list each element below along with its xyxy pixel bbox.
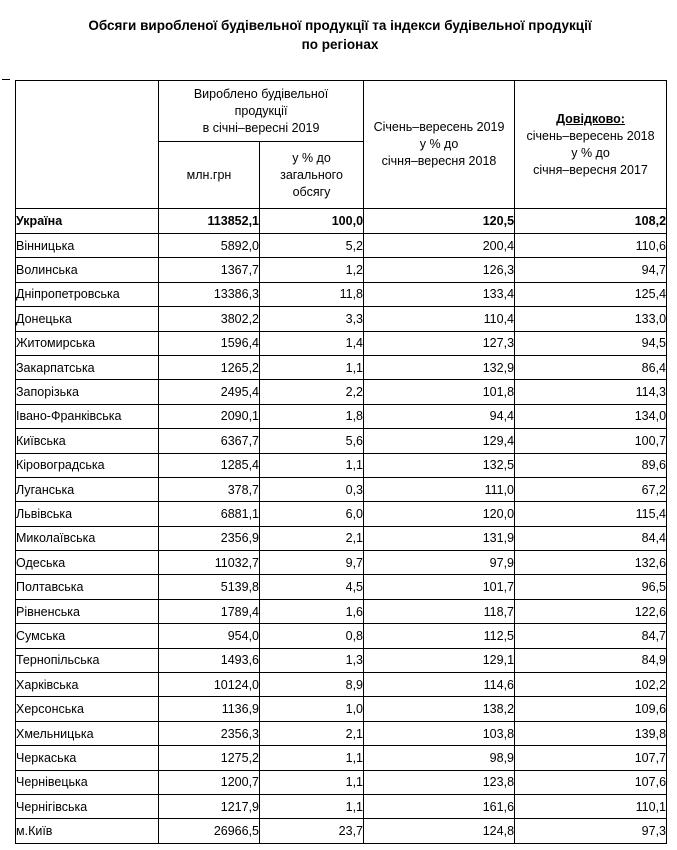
share-cell: 1,1 bbox=[260, 770, 364, 794]
mln-uah-cell: 26966,5 bbox=[159, 819, 260, 843]
header-share-line-2: загального bbox=[280, 167, 343, 182]
index-2018-cell: 114,3 bbox=[515, 380, 667, 404]
mln-uah-cell: 1136,9 bbox=[159, 697, 260, 721]
share-cell: 0,3 bbox=[260, 477, 364, 501]
region-cell: Чернігівська bbox=[16, 794, 159, 818]
share-cell: 1,8 bbox=[260, 404, 364, 428]
header-share bbox=[260, 142, 364, 209]
share-cell: 8,9 bbox=[260, 673, 364, 697]
region-cell: Донецька bbox=[16, 307, 159, 331]
region-cell: Полтавська bbox=[16, 575, 159, 599]
index-2018-cell: 100,7 bbox=[515, 429, 667, 453]
share-cell: 2,2 bbox=[260, 380, 364, 404]
region-cell: Івано-Франківська bbox=[16, 404, 159, 428]
header-index-line-1: Січень–вересень 2019 bbox=[373, 120, 505, 134]
share-cell: 11,8 bbox=[260, 282, 364, 306]
share-cell: 1,1 bbox=[260, 453, 364, 477]
index-2019-cell: 98,9 bbox=[364, 746, 515, 770]
share-cell: 5,6 bbox=[260, 429, 364, 453]
region-cell: Тернопільська bbox=[16, 648, 159, 672]
index-2018-cell: 84,7 bbox=[515, 624, 667, 648]
index-2018-cell: 110,1 bbox=[515, 794, 667, 818]
mln-uah-cell: 2495,4 bbox=[159, 380, 260, 404]
header-row-1 bbox=[16, 81, 667, 142]
table-row bbox=[16, 794, 667, 818]
share-cell: 1,2 bbox=[260, 258, 364, 282]
table-row-total bbox=[16, 209, 667, 234]
table-row bbox=[16, 721, 667, 745]
header-index-line-2: у % до bbox=[419, 137, 459, 151]
region-cell: Миколаївська bbox=[16, 526, 159, 550]
title-line-1: Обсяги виробленої будівельної продукції та індекси будівельної продукції bbox=[88, 18, 592, 33]
region-cell: Хмельницька bbox=[16, 721, 159, 745]
region-cell: Кіровоградська bbox=[16, 453, 159, 477]
mln-uah-cell: 11032,7 bbox=[159, 551, 260, 575]
table-row bbox=[16, 282, 667, 306]
region-cell: Чернівецька bbox=[16, 770, 159, 794]
index-2019-cell: 114,6 bbox=[364, 673, 515, 697]
share-cell: 100,0 bbox=[260, 209, 364, 234]
region-cell: Черкаська bbox=[16, 746, 159, 770]
index-2019-cell: 111,0 bbox=[364, 477, 515, 501]
header-ref-line-1: Довідково: bbox=[556, 111, 625, 126]
index-2019-cell: 138,2 bbox=[364, 697, 515, 721]
index-2018-cell: 132,6 bbox=[515, 551, 667, 575]
index-2019-cell: 101,7 bbox=[364, 575, 515, 599]
mln-uah-cell: 1275,2 bbox=[159, 746, 260, 770]
share-cell: 2,1 bbox=[260, 721, 364, 745]
index-2018-cell: 107,6 bbox=[515, 770, 667, 794]
share-cell: 1,3 bbox=[260, 648, 364, 672]
table-row bbox=[16, 648, 667, 672]
index-2018-cell: 134,0 bbox=[515, 404, 667, 428]
header-ref-line-4: січня–вересня 2017 bbox=[533, 162, 648, 177]
mln-uah-cell: 6881,1 bbox=[159, 502, 260, 526]
share-cell: 9,7 bbox=[260, 551, 364, 575]
region-cell: Херсонська bbox=[16, 697, 159, 721]
index-2018-cell: 89,6 bbox=[515, 453, 667, 477]
mln-uah-cell: 2356,3 bbox=[159, 721, 260, 745]
region-cell: Вінницька bbox=[16, 234, 159, 258]
mln-uah-cell: 2090,1 bbox=[159, 404, 260, 428]
region-cell: Закарпатська bbox=[16, 355, 159, 379]
share-cell: 3,3 bbox=[260, 307, 364, 331]
table-row bbox=[16, 331, 667, 355]
index-2018-cell: 96,5 bbox=[515, 575, 667, 599]
header-produced-line-3: в січні–вересні 2019 bbox=[202, 120, 320, 135]
index-2019-cell: 94,4 bbox=[364, 404, 515, 428]
index-2018-cell: 109,6 bbox=[515, 697, 667, 721]
table-row bbox=[16, 355, 667, 379]
index-2019-cell: 112,5 bbox=[364, 624, 515, 648]
share-cell: 6,0 bbox=[260, 502, 364, 526]
mln-uah-cell: 1200,7 bbox=[159, 770, 260, 794]
header-mln-uah: млн.грн bbox=[159, 142, 260, 209]
table-row bbox=[16, 307, 667, 331]
index-2018-cell: 102,2 bbox=[515, 673, 667, 697]
region-cell: Рівненська bbox=[16, 599, 159, 623]
region-cell: м.Київ bbox=[16, 819, 159, 843]
index-2019-cell: 127,3 bbox=[364, 331, 515, 355]
share-cell: 2,1 bbox=[260, 526, 364, 550]
share-cell: 1,1 bbox=[260, 355, 364, 379]
index-2018-cell: 107,7 bbox=[515, 746, 667, 770]
index-2018-cell: 122,6 bbox=[515, 599, 667, 623]
index-2018-cell: 94,7 bbox=[515, 258, 667, 282]
index-2018-cell: 67,2 bbox=[515, 477, 667, 501]
header-produced-line-1: Вироблено будівельної bbox=[193, 86, 329, 101]
mln-uah-cell: 13386,3 bbox=[159, 282, 260, 306]
index-2019-cell: 133,4 bbox=[364, 282, 515, 306]
index-2019-cell: 126,3 bbox=[364, 258, 515, 282]
table-row bbox=[16, 746, 667, 770]
index-2019-cell: 123,8 bbox=[364, 770, 515, 794]
index-2019-cell: 101,8 bbox=[364, 380, 515, 404]
table-row bbox=[16, 526, 667, 550]
regions-table bbox=[15, 80, 667, 844]
header-region-empty bbox=[16, 81, 159, 209]
region-cell: Львівська bbox=[16, 502, 159, 526]
index-2019-cell: 103,8 bbox=[364, 721, 515, 745]
mln-uah-cell: 954,0 bbox=[159, 624, 260, 648]
share-cell: 1,1 bbox=[260, 746, 364, 770]
mln-uah-cell: 378,7 bbox=[159, 477, 260, 501]
share-cell: 1,4 bbox=[260, 331, 364, 355]
index-2019-cell: 129,4 bbox=[364, 429, 515, 453]
index-2018-cell: 108,2 bbox=[515, 209, 667, 234]
header-share-line-3: обсягу bbox=[292, 184, 331, 199]
share-cell: 1,6 bbox=[260, 599, 364, 623]
mln-uah-cell: 1596,4 bbox=[159, 331, 260, 355]
index-2019-cell: 110,4 bbox=[364, 307, 515, 331]
table-row bbox=[16, 502, 667, 526]
header-ref-line-3: у % до bbox=[571, 145, 610, 160]
index-2019-cell: 131,9 bbox=[364, 526, 515, 550]
index-2018-cell: 115,4 bbox=[515, 502, 667, 526]
header-reference bbox=[515, 81, 667, 209]
index-2018-cell: 110,6 bbox=[515, 234, 667, 258]
index-2019-cell: 161,6 bbox=[364, 794, 515, 818]
index-2019-cell: 120,5 bbox=[364, 209, 515, 234]
table-row bbox=[16, 819, 667, 843]
table-row bbox=[16, 477, 667, 501]
header-index-line-3: січня–вересня 2018 bbox=[381, 154, 497, 168]
index-2018-cell: 84,9 bbox=[515, 648, 667, 672]
table-row bbox=[16, 770, 667, 794]
table-row bbox=[16, 234, 667, 258]
mln-uah-cell: 5892,0 bbox=[159, 234, 260, 258]
table-row bbox=[16, 575, 667, 599]
region-cell: Волинська bbox=[16, 258, 159, 282]
share-cell: 1,1 bbox=[260, 794, 364, 818]
mln-uah-cell: 1493,6 bbox=[159, 648, 260, 672]
table-row bbox=[16, 453, 667, 477]
index-2019-cell: 97,9 bbox=[364, 551, 515, 575]
region-cell: Харківська bbox=[16, 673, 159, 697]
table-row bbox=[16, 380, 667, 404]
mln-uah-cell: 1217,9 bbox=[159, 794, 260, 818]
index-2018-cell: 125,4 bbox=[515, 282, 667, 306]
table-row bbox=[16, 404, 667, 428]
table-row bbox=[16, 429, 667, 453]
table-row bbox=[16, 551, 667, 575]
region-cell: Київська bbox=[16, 429, 159, 453]
region-cell: Сумська bbox=[16, 624, 159, 648]
index-2019-cell: 124,8 bbox=[364, 819, 515, 843]
mln-uah-cell: 6367,7 bbox=[159, 429, 260, 453]
index-2019-cell: 200,4 bbox=[364, 234, 515, 258]
index-2018-cell: 94,5 bbox=[515, 331, 667, 355]
table-body bbox=[16, 209, 667, 844]
header-index-2019 bbox=[364, 81, 515, 209]
index-2019-cell: 129,1 bbox=[364, 648, 515, 672]
index-2018-cell: 84,4 bbox=[515, 526, 667, 550]
table-row bbox=[16, 673, 667, 697]
share-cell: 4,5 bbox=[260, 575, 364, 599]
share-cell: 0,8 bbox=[260, 624, 364, 648]
index-2019-cell: 132,9 bbox=[364, 355, 515, 379]
mln-uah-cell: 1367,7 bbox=[159, 258, 260, 282]
mln-uah-cell: 1265,2 bbox=[159, 355, 260, 379]
table-row bbox=[16, 624, 667, 648]
table-row bbox=[16, 599, 667, 623]
region-cell: Запорізька bbox=[16, 380, 159, 404]
corner-mark bbox=[2, 79, 10, 80]
index-2018-cell: 97,3 bbox=[515, 819, 667, 843]
share-cell: 5,2 bbox=[260, 234, 364, 258]
region-cell: Дніпропетровська bbox=[16, 282, 159, 306]
table-row bbox=[16, 697, 667, 721]
mln-uah-cell: 5139,8 bbox=[159, 575, 260, 599]
mln-uah-cell: 1789,4 bbox=[159, 599, 260, 623]
index-2019-cell: 120,0 bbox=[364, 502, 515, 526]
index-2018-cell: 139,8 bbox=[515, 721, 667, 745]
mln-uah-cell: 3802,2 bbox=[159, 307, 260, 331]
table-row bbox=[16, 258, 667, 282]
index-2019-cell: 132,5 bbox=[364, 453, 515, 477]
share-cell: 23,7 bbox=[260, 819, 364, 843]
mln-uah-cell: 10124,0 bbox=[159, 673, 260, 697]
title-line-2: по регіонах bbox=[301, 37, 379, 52]
region-cell: Луганська bbox=[16, 477, 159, 501]
mln-uah-cell: 1285,4 bbox=[159, 453, 260, 477]
share-cell: 1,0 bbox=[260, 697, 364, 721]
header-share-line-1: у % до bbox=[292, 150, 331, 165]
document-title bbox=[40, 16, 640, 54]
mln-uah-cell: 2356,9 bbox=[159, 526, 260, 550]
region-cell: Одеська bbox=[16, 551, 159, 575]
region-cell: Житомирська bbox=[16, 331, 159, 355]
index-2018-cell: 86,4 bbox=[515, 355, 667, 379]
index-2018-cell: 133,0 bbox=[515, 307, 667, 331]
index-2019-cell: 118,7 bbox=[364, 599, 515, 623]
header-produced-line-2: продукції bbox=[234, 103, 288, 118]
header-produced bbox=[159, 81, 364, 142]
region-cell: Україна bbox=[16, 209, 159, 234]
header-ref-line-2: січень–вересень 2018 bbox=[526, 128, 655, 143]
mln-uah-cell: 113852,1 bbox=[159, 209, 260, 234]
